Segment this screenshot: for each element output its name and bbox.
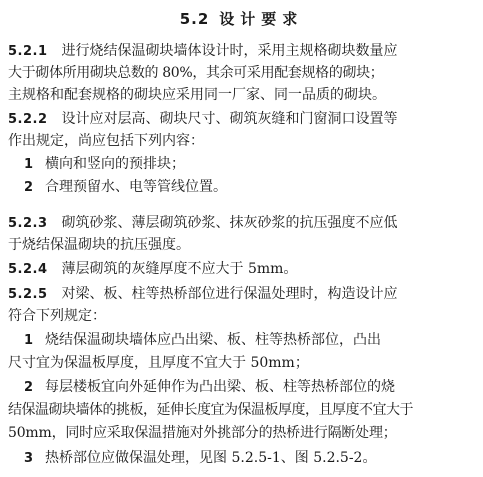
- clause-text: 进行烧结保温砌块墙体设计时，采用主规格砌块数量应: [61, 43, 398, 59]
- clause-text: 作出规定，尚应包括下列内容：: [8, 133, 204, 149]
- clause-5-2-3-line-2: [8, 236, 190, 254]
- clause-number: 5.2.4: [8, 262, 48, 277]
- item-number: 1: [24, 157, 34, 172]
- item-text: 结保温砌块墙体的挑板，延伸长度宜为保温板厚度，且厚度不宜大于: [8, 402, 413, 418]
- clause-text: 砌筑砂浆、薄层砌筑砂浆、抹灰砂浆的抗压强度不应低: [61, 215, 398, 231]
- clause-text: 主规格和配套规格的砌块应采用同一厂家、同一品质的砌块。: [8, 87, 386, 103]
- clause-5-2-5-item-2-line-2: [8, 401, 413, 419]
- item-text: 尺寸宜为保温板厚度，且厚度不宜大于 50mm；: [8, 355, 309, 371]
- clause-5-2-1-line-2: [8, 64, 383, 82]
- clause-5-2-5-line-2: [8, 307, 106, 325]
- clause-number: 5.2.1: [8, 44, 48, 59]
- clause-5-2-2-line-2: [8, 132, 204, 150]
- item-text: 50mm，同时应采取保温措施对外挑部分的热桥进行隔断处理；: [8, 425, 397, 441]
- section-title: 设计要求: [219, 10, 304, 28]
- item-text: 横向和竖向的预排块；: [45, 156, 186, 172]
- item-text: 热桥部位应做保温处理，见图 5.2.5-1、图 5.2.5-2。: [45, 450, 377, 466]
- clause-text: 于烧结保温砌块的抗压强度。: [8, 237, 190, 253]
- clause-5-2-4-line-1: [8, 260, 297, 279]
- clause-number: 5.2.2: [8, 112, 48, 127]
- clause-number: 5.2.3: [8, 216, 48, 231]
- item-text: 合理预留水、电等管线位置。: [45, 179, 228, 195]
- clause-5-2-5-item-3: [24, 449, 376, 468]
- clause-5-2-5-item-1-line-2: [8, 354, 309, 372]
- clause-5-2-5-item-2-line-3: [8, 424, 397, 442]
- clause-text: 设计应对层高、砌块尺寸、砌筑灰缝和门窗洞口设置等: [61, 111, 398, 127]
- clause-text: 薄层砌筑的灰缝厚度不应大于 5mm。: [61, 261, 298, 277]
- item-text: 每层楼板宜向外延伸作为凸出梁、板、柱等热桥部位的烧: [45, 379, 396, 395]
- clause-5-2-3-line-1: [8, 214, 398, 233]
- clause-number: 5.2.5: [8, 287, 48, 302]
- clause-5-2-5-item-1-line-1: [24, 331, 381, 350]
- clause-5-2-5-item-2-line-1: [24, 378, 395, 397]
- clause-5-2-5-line-1: [8, 285, 398, 304]
- clause-5-2-2-item-1: [24, 155, 185, 174]
- item-text: 烧结保温砌块墙体应凸出梁、板、柱等热桥部位，凸出: [45, 332, 382, 348]
- clause-text: 大于砌体所用砌块总数的 80%，其余可采用配套规格的砌块；: [8, 65, 384, 81]
- section-number: 5.2: [179, 10, 210, 28]
- item-number: 1: [24, 333, 34, 348]
- clause-5-2-1-line-1: [8, 42, 398, 61]
- item-number: 2: [24, 380, 34, 395]
- item-number: 2: [24, 180, 34, 195]
- clause-5-2-1-line-3: [8, 86, 386, 104]
- clause-text: 符合下列规定：: [8, 308, 106, 324]
- clause-5-2-2-item-2: [24, 178, 227, 197]
- item-number: 3: [24, 451, 34, 466]
- clause-5-2-2-line-1: [8, 110, 398, 129]
- section-heading: [0, 8, 483, 29]
- clause-text: 对梁、板、柱等热桥部位进行保温处理时，构造设计应: [61, 286, 398, 302]
